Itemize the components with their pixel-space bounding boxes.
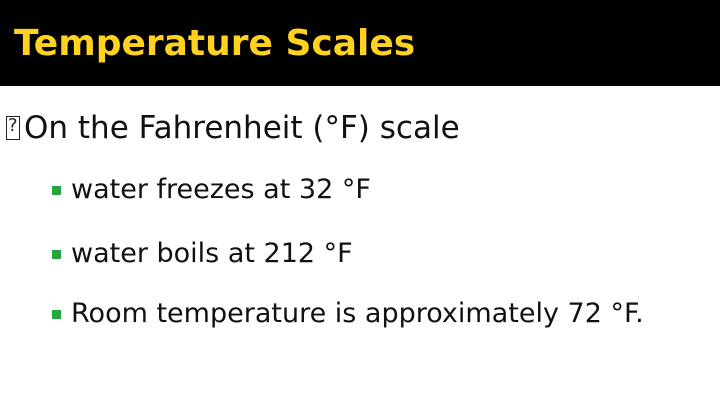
main-bullet (6, 108, 460, 148)
sub-bullet-text: Room temperature is approximately 72 °F. (71, 298, 644, 329)
sub-bullet-freezing (52, 173, 371, 207)
square-bullet-icon (52, 310, 61, 319)
missing-glyph-bullet-icon (6, 116, 20, 140)
square-bullet-icon (52, 186, 61, 195)
sub-bullet-text: water freezes at 32 °F (71, 174, 371, 205)
slide-title: Temperature Scales (14, 23, 416, 64)
square-bullet-icon (52, 250, 61, 259)
sub-bullet-room-temperature (52, 297, 644, 331)
title-bar (0, 0, 720, 86)
main-bullet-text: On the Fahrenheit (°F) scale (24, 110, 460, 146)
sub-bullet-text: water boils at 212 °F (71, 238, 353, 269)
sub-bullet-boiling (52, 237, 353, 271)
